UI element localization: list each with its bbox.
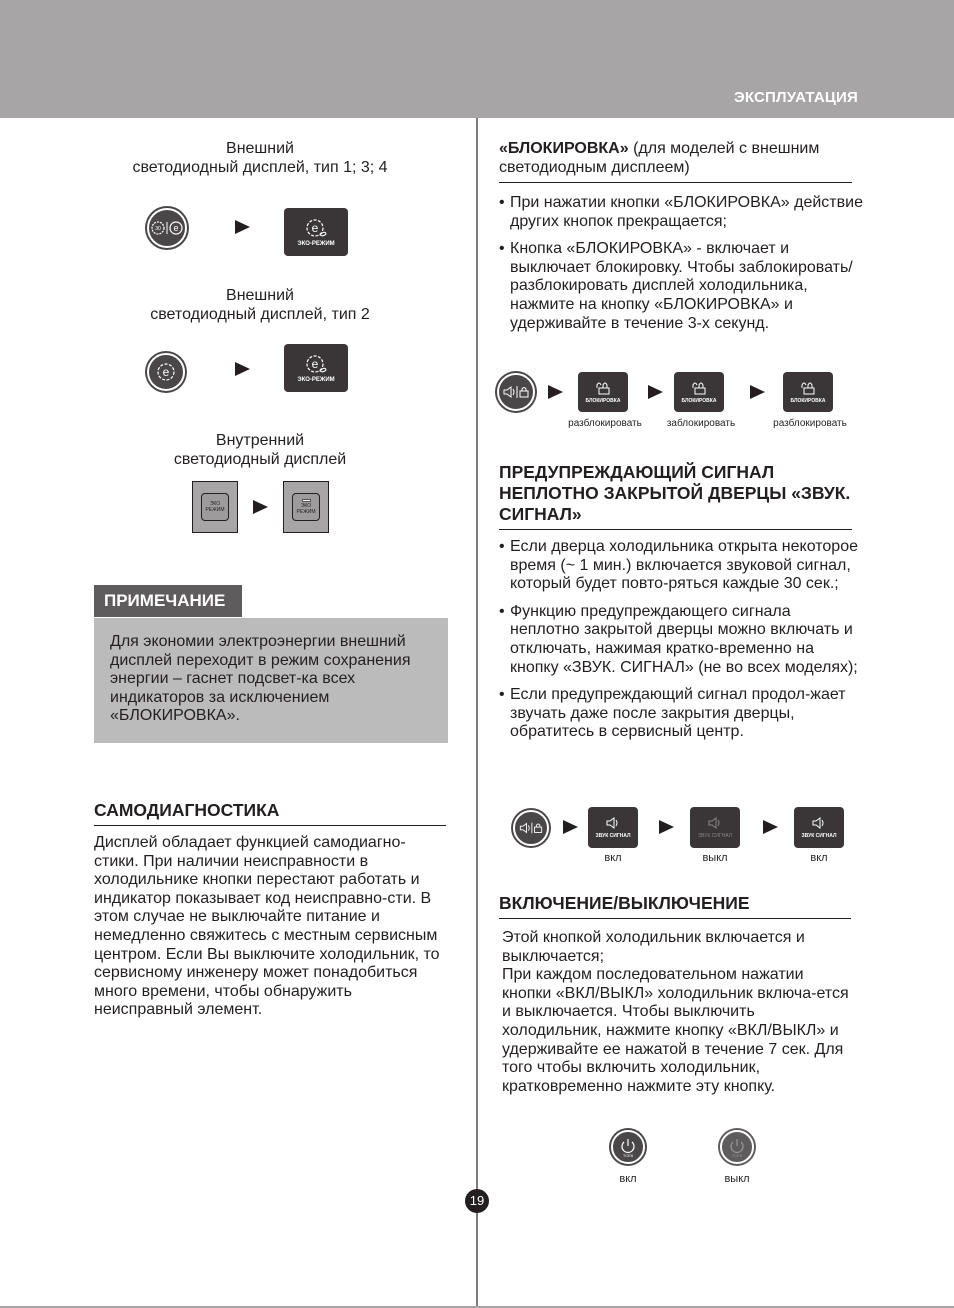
svg-text:ТСЕК: ТСЕК [731, 1153, 743, 1158]
power-title: ВКЛЮЧЕНИЕ/ВЫКЛЮЧЕНИЕ [499, 893, 851, 919]
page-header [0, 0, 954, 118]
power-text [502, 929, 857, 1096]
arrow-right-icon [750, 385, 765, 399]
lock-bullets [499, 194, 869, 342]
lock-title [499, 139, 852, 183]
bullet-item: • При нажатии кнопки «БЛОКИРОВКА» действие других кнопок прекращается; [499, 194, 869, 231]
svg-text:ТСЕК: ТСЕК [622, 1153, 634, 1158]
eco-round-button-combo[interactable] [147, 208, 187, 248]
column-divider [476, 118, 478, 1308]
door-alarm-title: ПРЕДУПРЕЖДАЮЩИЙ СИГНАЛ НЕПЛОТНО ЗАКРЫТОЙ ДВЕРЦЫ «ЗВУК. СИГНАЛ» [499, 462, 852, 530]
bullet-item: • Функцию предупреждающего сигнала неплотно закрытой дверцы можно включать и отключать, нажимая кратко-временно на кнопку «ЗВУК. СИГНАЛ» (не во всех моделях); [499, 603, 859, 677]
arrow-right-icon [648, 385, 663, 399]
caption-line: Внешний [226, 287, 294, 304]
eco-key[interactable] [201, 493, 229, 521]
arrow-right-icon [659, 820, 674, 834]
svg-text:e: e [311, 356, 319, 371]
sound-panel-label: ЗВУК СИГНАЛ [698, 833, 732, 839]
sound-lock-round-button[interactable] [497, 373, 535, 411]
eco-icon [155, 361, 177, 383]
arrow-right-icon [253, 500, 268, 514]
power-text-2: При каждом последовательном нажатии кнопки «ВКЛ/ВЫКЛ» холодильник включа-ется и выключается. Чтобы выключить холодильник, нажмите кнопку «ВКЛ/ВЫКЛ» и удерживайте ее нажатой в течение 7 сек. Для того чтобы включить холодильник, кратковременно нажмите эту кнопку. [502, 966, 849, 1095]
eco-panel-label: ЭКО-РЕЖИМ [297, 240, 335, 247]
sound-panel-on [588, 807, 638, 848]
section-title: ЭКСПЛУАТАЦИЯ [733, 89, 858, 106]
state-label: вкл [604, 852, 622, 864]
arrow-right-icon [235, 220, 250, 234]
power-button-off[interactable] [720, 1130, 754, 1164]
sound-panel-off [690, 807, 740, 848]
speaker-icon [707, 816, 723, 830]
caption-line: светодиодный дисплей [173, 451, 347, 468]
sound-lock-round-button[interactable] [513, 810, 549, 846]
key-label: РЕЖИМ [205, 507, 225, 513]
eco-caption-type134 [100, 139, 420, 177]
key-label: ЭКО [209, 501, 221, 507]
power-state-label: вкл [619, 1173, 637, 1185]
speaker-icon [605, 816, 621, 830]
caption-line: светодиодный дисплей, тип 2 [150, 306, 370, 323]
eco-round-button[interactable] [147, 353, 185, 391]
lock-panel-unlocked [783, 372, 833, 412]
svg-text:e: e [162, 365, 170, 379]
lock-panel-label: БЛОКИРОВКА [790, 397, 826, 404]
eco-key[interactable] [292, 493, 320, 521]
caption-line: Внешний [226, 140, 294, 157]
led-indicator-icon [302, 499, 311, 502]
lock-icon [690, 381, 708, 395]
power-button-on[interactable] [611, 1130, 645, 1164]
eco-leaf-icon [305, 354, 327, 374]
step-label: разблокировать [568, 418, 642, 429]
selfdiag-title: САМОДИАГНОСТИКА [94, 800, 446, 826]
unlock-icon [799, 381, 817, 395]
power-icon [727, 1136, 747, 1158]
state-label: вкл [810, 852, 828, 864]
arrow-right-icon [563, 820, 578, 834]
eco-panel-label: ЭКО-РЕЖИМ [297, 376, 335, 383]
lock-title-bold: «БЛОКИРОВКА» [499, 140, 629, 157]
lock-panel-locked [674, 372, 724, 412]
arrow-right-icon [763, 820, 778, 834]
speaker-lock-icon [517, 820, 545, 836]
internal-eco-panel-on [283, 481, 329, 533]
svg-text:e: e [173, 223, 179, 233]
lock-panel-unlocked [578, 372, 628, 412]
sound-panel-label: ЗВУК СИГНАЛ [595, 833, 631, 839]
bullet-item: • Кнопка «БЛОКИРОВКА» - включает и выключает блокировку. Чтобы заблокировать/разблокировать дисплей холодильника, нажмите на кнопку «БЛОКИРОВКА» и удерживайте в течение 3-х секунд. [499, 240, 869, 333]
lock-panel-label: БЛОКИРОВКА [585, 397, 621, 404]
page-number: 19 [465, 1189, 489, 1213]
eco-mode-panel [284, 344, 348, 392]
unlock-icon [594, 381, 612, 395]
sound-panel-on [794, 807, 844, 848]
note-box [94, 618, 448, 743]
note-text: Для экономии электроэнергии внешний дисплей переходит в режим сохранения энергии – гаснет подсвет-ка всех индикаторов за исключением «БЛОКИРОВКА». [110, 633, 411, 725]
power-text-1: Этой кнопкой холодильник включается и выключается; [502, 929, 805, 965]
state-label: выкл [702, 852, 728, 864]
key-label: РЕЖИМ [296, 509, 316, 515]
door-alarm-bullets [499, 538, 859, 751]
temp-eco-icon [150, 218, 184, 238]
key-label: ЭКО [300, 503, 312, 509]
lock-title-rest: (для моделей с внешним светодиодным дисплеем) [499, 140, 820, 176]
lock-panel-label: БЛОКИРОВКА [681, 397, 717, 404]
step-label: заблокировать [666, 418, 736, 429]
speaker-icon [811, 816, 827, 830]
internal-eco-panel-off [192, 481, 238, 533]
eco-mode-panel [284, 208, 348, 256]
eco-caption-type2 [100, 286, 420, 324]
eco-leaf-icon [305, 218, 327, 238]
caption-line: светодиодный дисплей, тип 1; 3; 4 [132, 159, 388, 176]
arrow-right-icon [235, 362, 250, 376]
arrow-right-icon [548, 385, 563, 399]
svg-text:30: 30 [155, 226, 161, 232]
note-tag: ПРИМЕЧАНИЕ [94, 585, 242, 617]
power-icon [618, 1136, 638, 1158]
selfdiag-text: Дисплей обладает функцией самодиагно-стики. При наличии неисправности в холодильнике кнопки перестают работать и индикатор показывает код неисправно-сти. В этом случае не выключайте питание и немедленно свяжитесь с местным сервисным центром. Если Вы выключите холодильник, то сервисному инженеру может понадобиться много времени, чтобы обнаружить неисправный элемент. [94, 834, 440, 1019]
bullet-item: • Если предупреждающий сигнал продол-жает звучать даже после закрытия дверцы, обратитесь в сервисный центр. [499, 686, 859, 742]
caption-line: Внутренний [215, 432, 305, 449]
bullet-item: • Если дверца холодильника открыта некоторое время (~ 1 мин.) включается звуковой сигнал, который будет повто-ряться каждые 30 сек.; [499, 538, 859, 594]
svg-text:e: e [311, 220, 319, 235]
sound-panel-label: ЗВУК СИГНАЛ [801, 833, 837, 839]
eco-caption-internal [100, 431, 420, 469]
power-state-label: выкл [724, 1173, 750, 1185]
step-label: разблокировать [773, 418, 847, 429]
speaker-lock-icon [501, 383, 531, 401]
